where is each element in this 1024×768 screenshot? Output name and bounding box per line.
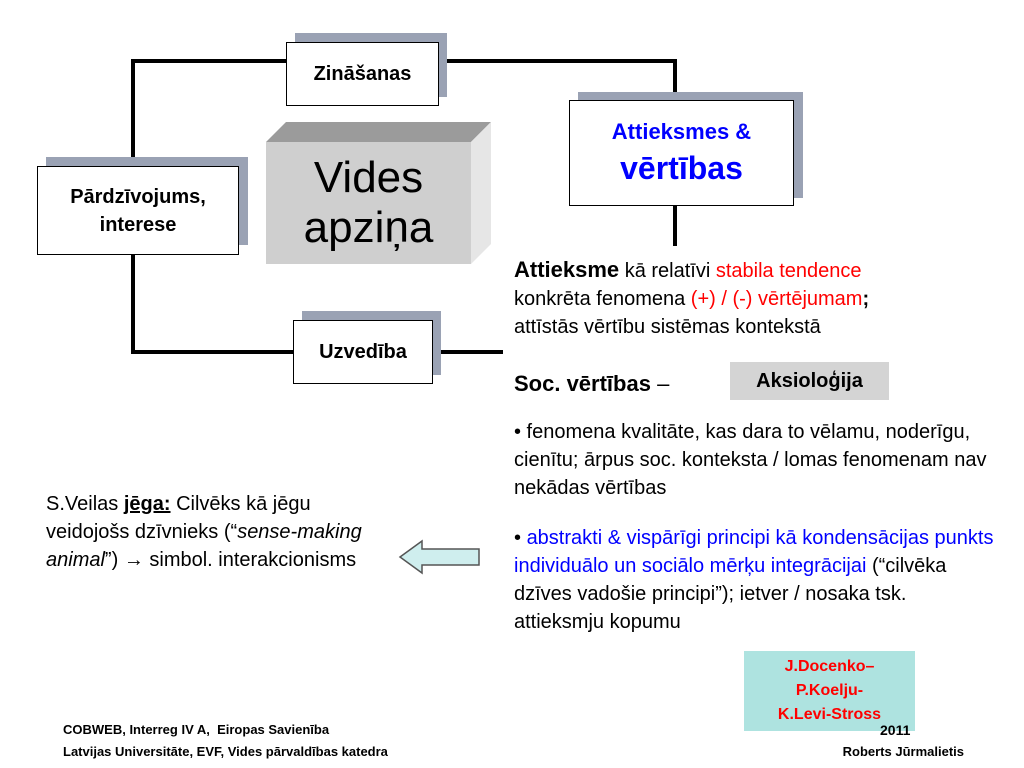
veilas-italic: sense-making animal (46, 521, 362, 571)
uzvediba-label: Uzvedība (319, 340, 407, 363)
attieksme-red-1: stabila tendence (715, 260, 862, 282)
author-line1: J.Docenko– (784, 658, 875, 675)
soc-vertibas-dash: – (650, 371, 670, 396)
connector-right-lower (673, 206, 677, 246)
attieksme-line2 (514, 285, 1014, 313)
attieksmes-label-line1: Attieksmes & (611, 119, 752, 144)
soc-vertibas-heading (514, 369, 669, 399)
uzvediba-box (293, 320, 433, 384)
bullet-2-rest: (“cilvēka dzīves vadošie principi”); ietver / nosaka tsk. attieksmju kopumu (514, 555, 947, 633)
footer-left-line1: COBWEB, Interreg IV A, Eiropas Savienība (63, 722, 330, 737)
zinasanas-label: Zināšanas (313, 62, 412, 85)
attieksme-text-b: konkrēta fenomena (514, 288, 691, 310)
zinasanas-box (286, 42, 439, 106)
attieksme-semicolon: ; (862, 288, 870, 310)
veilas-text-a: S.Veilas (46, 493, 124, 515)
veilas-jega: jēga: (123, 493, 171, 515)
bullet-1: • fenomena kvalitāte, kas dara to vēlamu, noderīgu, cienītu; ārpus soc. konteksta / lomas fenomenam nav nekādas vērtības (514, 421, 987, 499)
pardzivojums-box (37, 166, 239, 255)
bullet-2 (514, 524, 994, 636)
soc-vertibas-term: Soc. vērtības (514, 371, 651, 396)
pardzivojums-label-line1: Pārdzīvojums, (70, 185, 206, 208)
attieksme-line3: attīstās vērtību sistēmas kontekstā (514, 316, 821, 338)
authors-box (744, 651, 915, 731)
footer-author: Roberts Jūrmalietis (842, 744, 964, 759)
veilas-text-b: Cilvēks kā jēgu veidojošs dzīvnieks (“ (46, 493, 311, 543)
attieksme-line1 (514, 256, 1014, 285)
aksiologija-badge (730, 362, 889, 400)
vides-label-line2: apziņa (303, 203, 434, 252)
attieksme-text-a: kā relatīvi (619, 260, 716, 282)
attieksme-red-2: (+) / (-) vērtējumam (690, 288, 863, 310)
author-line2: P.Koelju- (795, 682, 864, 699)
right-arrow-icon: → (123, 549, 144, 571)
attieksme-term: Attieksme (514, 257, 620, 282)
attieksme-definition (514, 256, 1014, 341)
attieksmes-label-line2: vērtības (620, 150, 743, 186)
left-arrow-icon (398, 539, 482, 575)
cube-top-face (266, 122, 491, 142)
vides-label-line1: Vides (313, 153, 424, 202)
author-line3: K.Levi-Stross (777, 706, 882, 723)
vides-apzina-label (266, 142, 471, 264)
attieksmes-box (569, 100, 794, 206)
aksiologija-label: Aksioloģija (756, 369, 863, 392)
bullet-2-dot: • (514, 527, 527, 549)
footer-year: 2011 (880, 722, 911, 738)
pardzivojums-label-line2: interese (99, 213, 177, 236)
footer-left-line2: Latvijas Universitāte, EVF, Vides pārvaldības katedra (63, 744, 388, 759)
bullet-2-blue: abstrakti & vispārīgi principi kā kondensācijas punkts individuālo un sociālo mērķu integrācijai (514, 527, 994, 577)
veilas-text-c: ”) (104, 549, 124, 571)
veilas-text-d: simbol. interakcionisms (143, 549, 357, 571)
cube-side-face (471, 122, 491, 264)
veilas-text (46, 490, 391, 574)
